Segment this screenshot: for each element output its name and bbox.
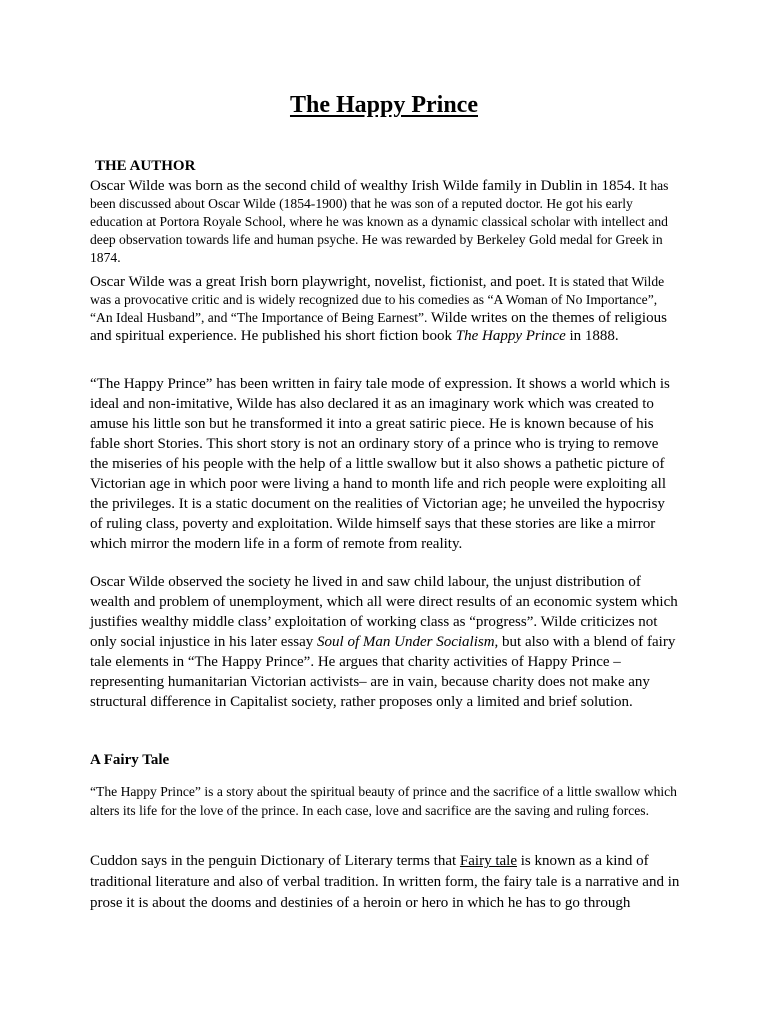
author-p4-essay-title: Soul of Man Under Socialism — [317, 634, 495, 650]
author-paragraph-4 — [90, 572, 680, 712]
fairy-tale-p2-lead: Cuddon says in the penguin Dictionary of Literary terms that — [90, 853, 460, 869]
author-p4-lead: Oscar Wilde observed the society he lived in and saw child labour, the unjust distribution of wealth and problem of unemployment, which all were direct results of an economic system which justifies wealthy middle class’ exploitation of working class as “progress”. Wilde criticizes not only social injustice in his later essay — [90, 574, 678, 650]
author-p2-lead: Oscar Wilde was a great Irish born playwright, novelist, fictionist, and poet. — [90, 274, 546, 290]
author-p1-lead: Oscar Wilde was born as the second child of wealthy Irish Wilde family in Dublin in 1854. — [90, 178, 636, 194]
author-p4-end: , but also with a blend of fairy tale elements in “The Happy Prince”. He argues that charity activities of Happy Prince –representing humanitarian Victorian activists– are in vain, because charity does not make any structural difference in Capitalist society, rather proposes only a limited and brief solution. — [90, 634, 676, 710]
page-title: The Happy Prince — [289, 92, 478, 118]
author-paragraph-3: “The Happy Prince” has been written in fairy tale mode of expression. It shows a world which is ideal and non-imitative, Wilde has also declared it as an imaginary work which was created to amuse his little son but he transformed it into a great satiric piece. He is known because of his fable short Stories. This short story is not an ordinary story of a prince who is trying to remove the miseries of his people with the help of a little swallow but it also shows a pathetic picture of Victorian age in which poor were living a hand to month life and rich people were exploiting all the privileges. It is a static document on the realities of Victorian age; he unveiled the hypocrisy of ruling class, poverty and exploitation. Wilde himself says that these stories are like a mirror which mirror the modern life in a form of remote from reality. — [90, 376, 670, 552]
author-p2-cont: Wilde writes on the themes of religious and spiritual experience. He published his short fiction book — [90, 310, 667, 344]
fairy-tale-paragraph-2 — [90, 851, 680, 914]
fairy-tale-heading: A Fairy Tale — [90, 752, 170, 768]
fairy-tale-term: Fairy tale — [459, 853, 517, 869]
author-paragraph-2 — [90, 273, 680, 345]
author-p1-rest: It has been discussed about Oscar Wilde (1854-1900) that he was son of a reputed doctor. He got his early education at Portora Royale School, where he was known as a dynamic classical scholar with intellect and deep observation towards life and human psyche. He was rewarded by Berkeley Gold medal for Greek in 1874. — [90, 178, 669, 265]
author-p2-end: in 1888. — [565, 328, 619, 344]
fairy-tale-paragraph-1: “The Happy Prince” is a story about the spiritual beauty of prince and the sacrifice of a little swallow which alters its life for the love of the prince. In each case, love and sacrifice are the saving and ruling forces. — [90, 784, 677, 818]
fairy-tale-p2-end: is known as a kind of traditional literature and also of verbal tradition. In written form, the fairy tale is a narrative and in prose it is about the dooms and destinies of a heroin or hero in which he has to go through — [90, 853, 680, 911]
author-p2-middle: It is stated that Wilde was a provocative critic and is widely recognized due to his comedies as “A Woman of No Importance”, “An Ideal Husband”, and “The Importance of Being Earnest”. — [90, 274, 665, 325]
author-heading: THE AUTHOR — [95, 158, 196, 174]
author-p2-book-title: The Happy Prince — [455, 328, 566, 344]
author-paragraph-1 — [90, 177, 680, 267]
